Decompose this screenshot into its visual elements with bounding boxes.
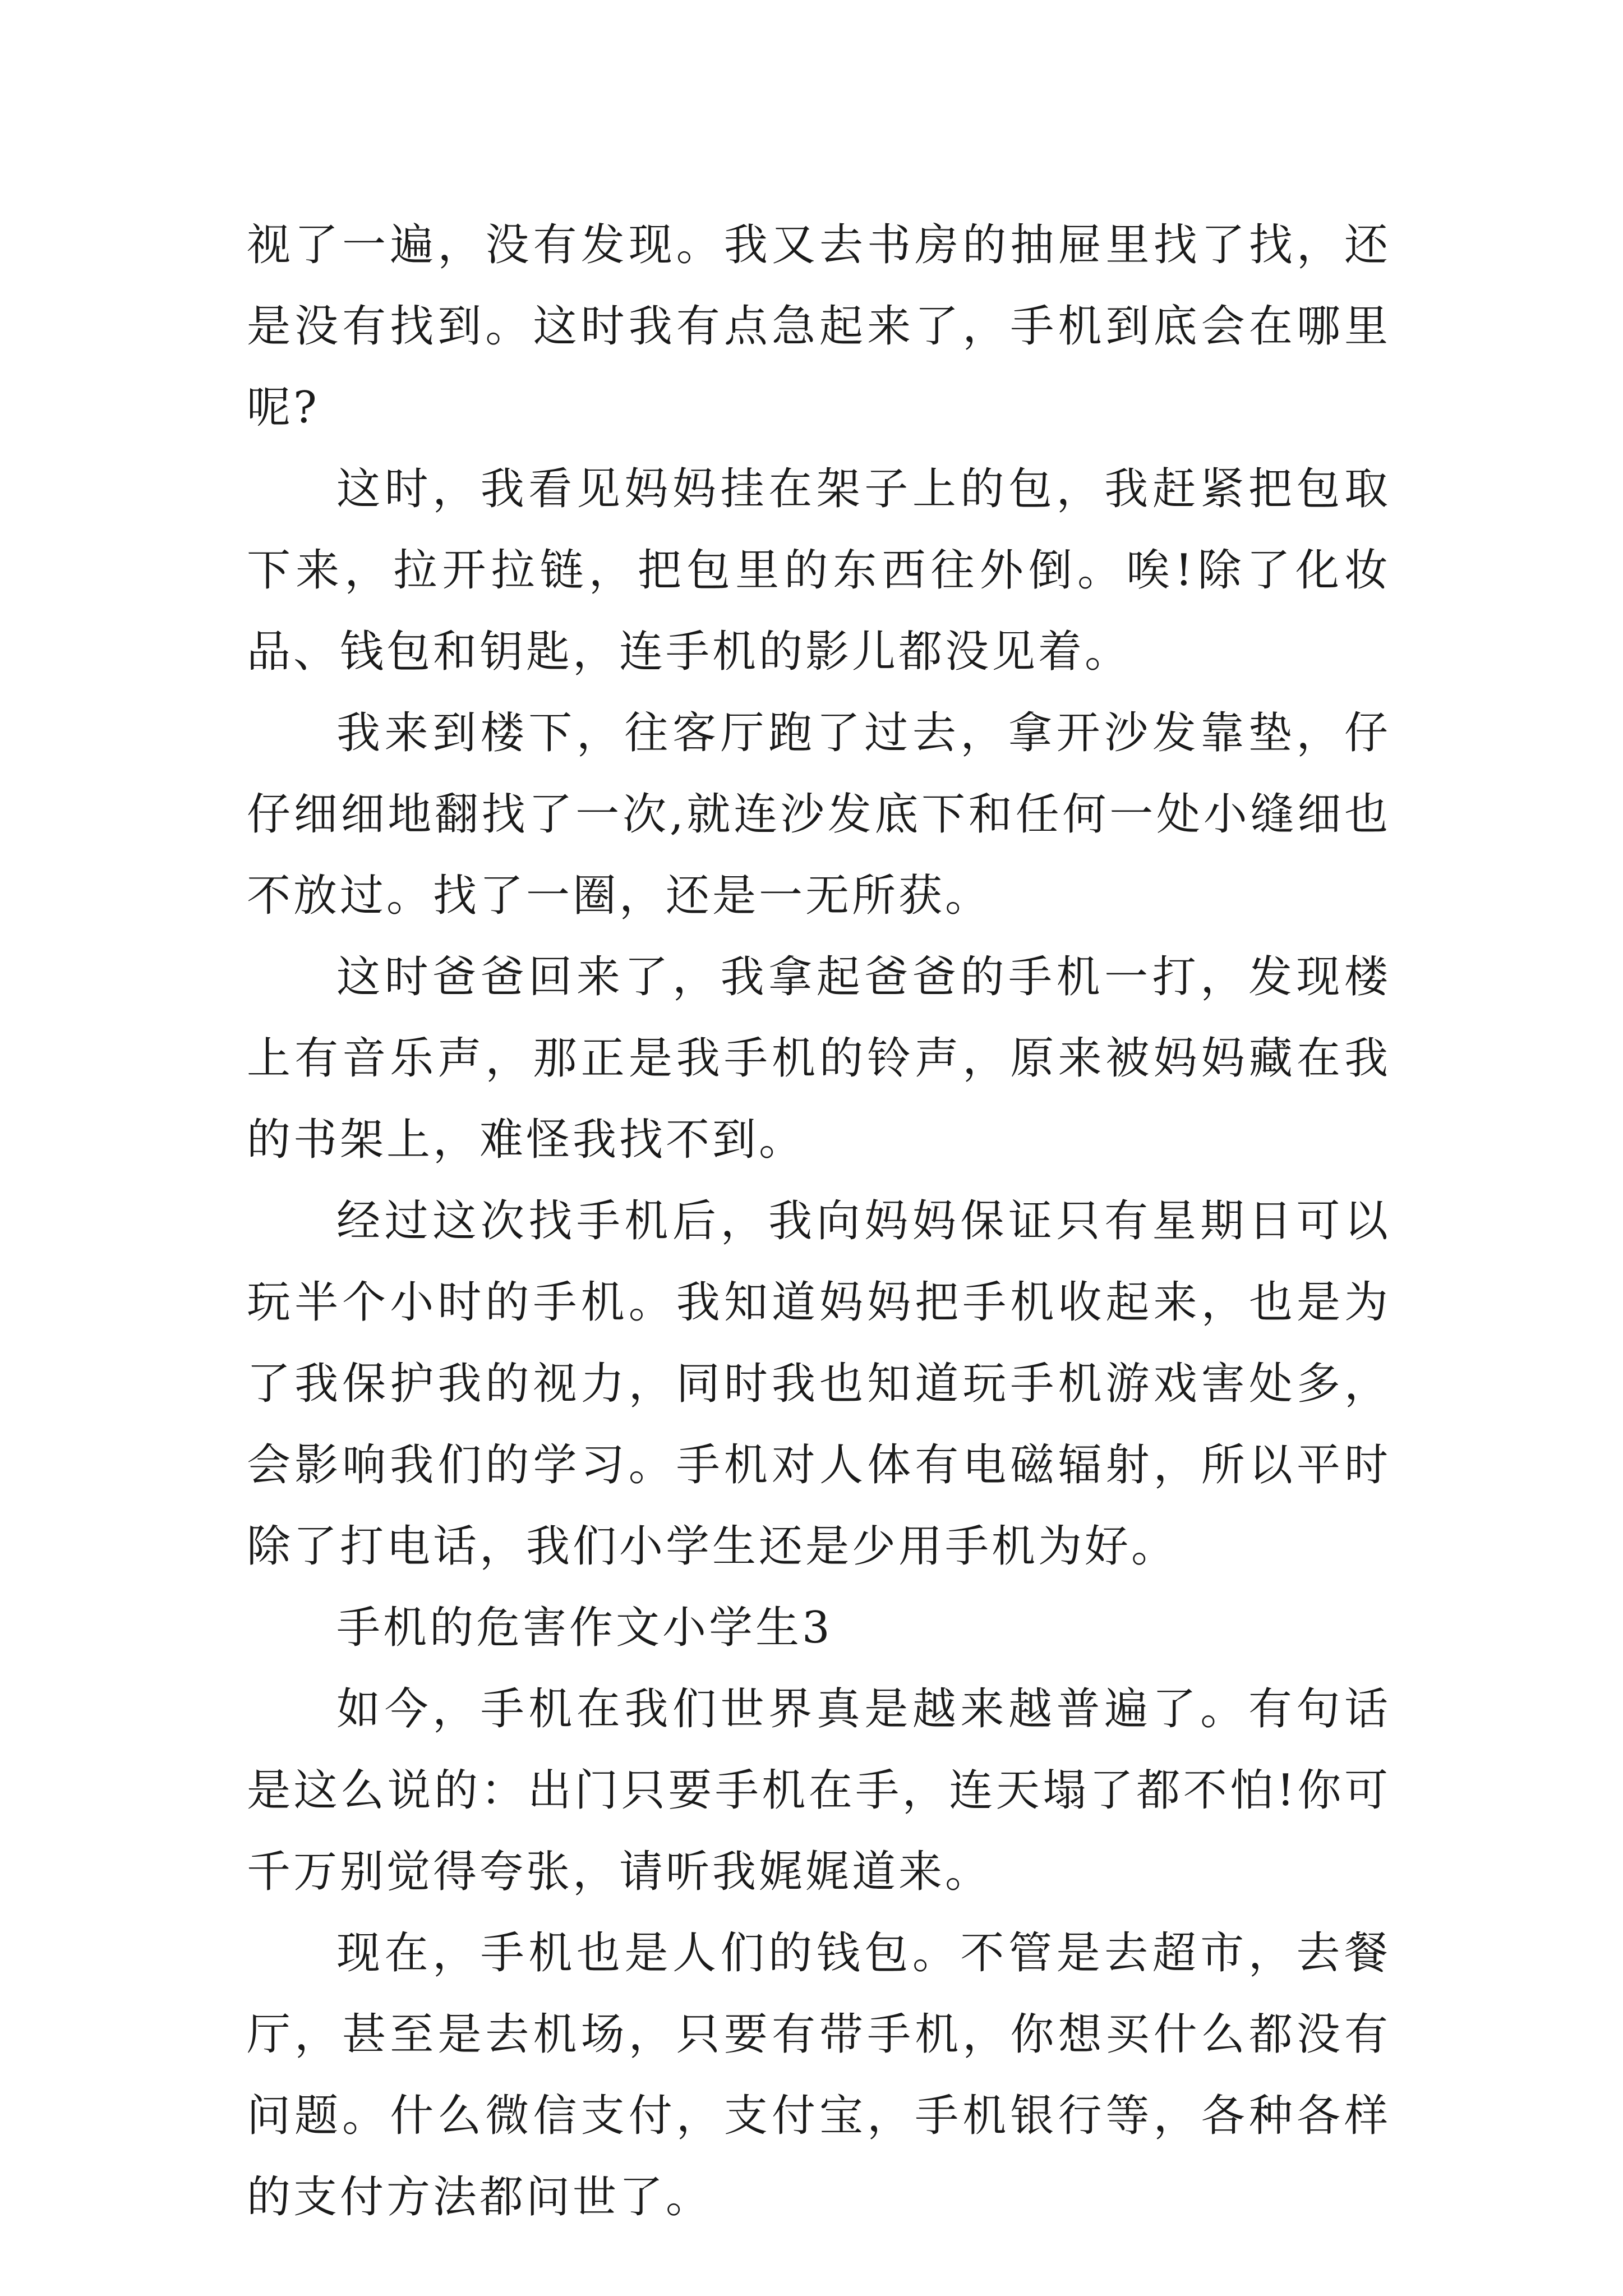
paragraph: 这时爸爸回来了，我拿起爸爸的手机一打，发现楼上有音乐声，那正是我手机的铃声，原来被妈妈藏在我的书架上，难怪我找不到。: [247, 952, 1391, 1165]
paragraph: 我来到楼下，往客厅跑了过去，拿开沙发靠垫，仔仔细细地翻找了一次,就连沙发底下和任何一处小缝细也不放过。找了一圈，还是一无所获。: [247, 708, 1391, 921]
section-heading: 手机的危害作文小学生3: [336, 1603, 833, 1653]
paragraph-continuation: 视了一遍，没有发现。我又去书房的抽屉里找了找，还是没有找到。这时我有点急起来了，手机到底会在哪里呢?: [247, 220, 1391, 433]
paragraph: 经过这次找手机后，我向妈妈保证只有星期日可以玩半个小时的手机。我知道妈妈把手机收起来，也是为了我保护我的视力，同时我也知道玩手机游戏害处多，会影响我们的学习。手机对人体有电磁辐射，所以平时除了打电话，我们小学生还是少用手机为好。: [247, 1196, 1391, 1572]
paragraph: 这时，我看见妈妈挂在架子上的包，我赶紧把包取下来，拉开拉链，把包里的东西往外倒。唉!除了化妆品、钱包和钥匙，连手机的影儿都没见着。: [247, 464, 1391, 677]
paragraph: 现在，手机也是人们的钱包。不管是去超市，去餐厅，甚至是去机场，只要有带手机，你想买什么都没有问题。什么微信支付，支付宝，手机银行等，各种各样的支付方法都问世了。: [247, 1928, 1391, 2223]
paragraph: 如今，手机在我们世界真是越来越普遍了。有句话是这么说的：出门只要手机在手，连天塌了都不怕!你可千万别觉得夸张，请听我娓娓道来。: [247, 1684, 1391, 1897]
document-body: [247, 205, 1391, 2238]
